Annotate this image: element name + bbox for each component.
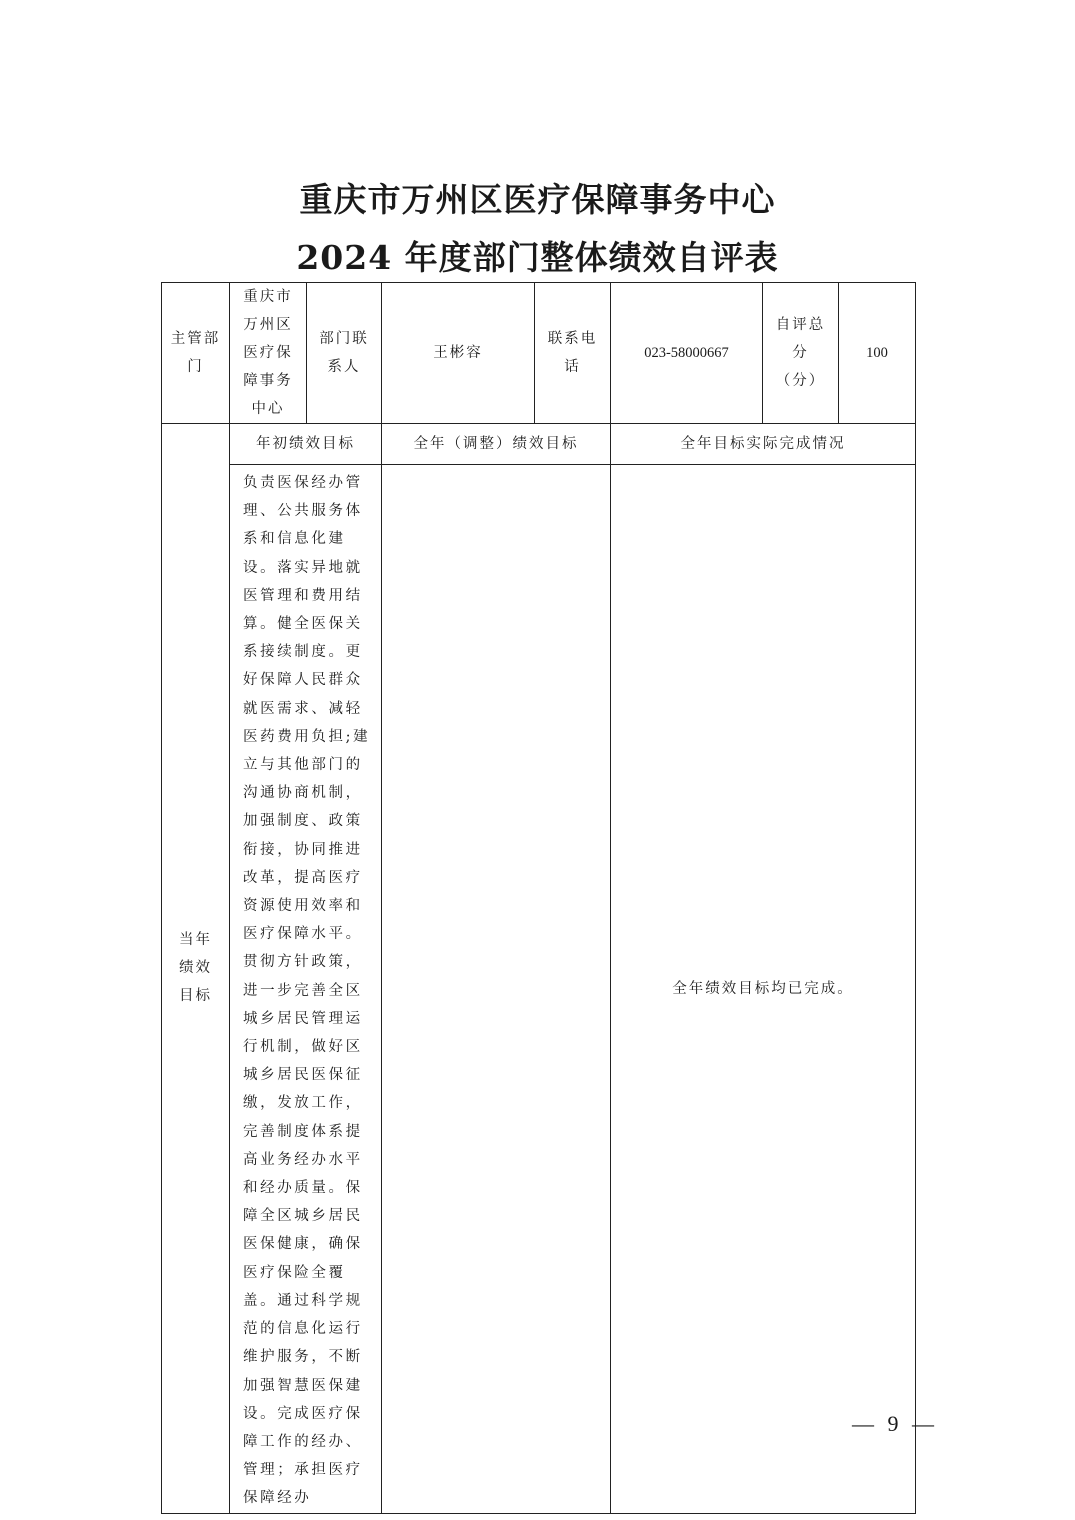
- initial-goal-text: 负责医保经办管理、公共服务体系和信息化建设。落实异地就医管理和费用结算。健全医保关系接续制度。更好保障人民群众就医需求、减轻医药费用负担;建立与其他部门的沟通协商机制，加强制度、政策衔接，协同推进改革，提高医疗资源使用效率和医疗保障水平。贯彻方针政策，进一步完善全区城乡居民管理运行机制，做好区城乡居民医保征缴，发放工作，完善制度体系提高业务经办水平和经办质量。保障全区城乡居民医保健康，确保医疗保险全覆盖。通过科学规范的信息化运行维护服务，不断加强智慧医保建设。完成医疗保障工作的经办、管理；承担医疗保障经办: [243, 475, 371, 1507]
- header-row: [162, 283, 916, 424]
- actual-completion-header-text: 全年目标实际完成情况: [680, 436, 846, 452]
- goals-content-row: [162, 465, 916, 1514]
- initial-goal-cell: [230, 465, 382, 1514]
- contact-value-cell: [382, 283, 535, 424]
- score-value: 100: [866, 345, 888, 361]
- contact-label-cell: [307, 283, 382, 424]
- actual-completion-text: 全年绩效目标均已完成。: [672, 980, 854, 997]
- initial-goal-header: [230, 424, 382, 465]
- dept-value-cell: [230, 283, 307, 424]
- phone-value-cell: [611, 283, 763, 424]
- goals-row-label: 当年绩效目标: [179, 932, 212, 1005]
- score-label-cell: [763, 283, 839, 424]
- dept-value: 重庆市万州区医疗保障事务中心: [243, 289, 293, 417]
- phone-label-cell: [535, 283, 611, 424]
- dept-label-cell: [162, 283, 230, 424]
- evaluation-table: [161, 282, 916, 1514]
- goals-header-row: [162, 424, 916, 465]
- actual-completion-header: [611, 424, 916, 465]
- phone-label: 联系电话: [547, 331, 598, 375]
- adjusted-goal-cell: [382, 465, 611, 1514]
- page-number: — 9 —: [852, 1411, 938, 1436]
- actual-completion-cell: [611, 465, 916, 1514]
- adjusted-goal-header-text: 全年（调整）绩效目标: [413, 436, 579, 452]
- dept-label: 主管部门: [170, 331, 221, 375]
- score-value-cell: [839, 283, 916, 424]
- contact-value: 王彬容: [433, 345, 483, 361]
- goals-row-label-cell: [162, 424, 230, 1514]
- document-title-line1: 重庆市万州区医疗保障事务中心: [299, 180, 776, 219]
- score-label: 自评总分（分）: [775, 317, 826, 389]
- phone-value: 023-58000667: [644, 345, 729, 361]
- adjusted-goal-header: [382, 424, 611, 465]
- initial-goal-header-text: 年初绩效目标: [256, 436, 355, 452]
- document-title-line2: 2024 年度部门整体绩效自评表: [296, 238, 779, 277]
- contact-label: 部门联系人: [319, 331, 369, 375]
